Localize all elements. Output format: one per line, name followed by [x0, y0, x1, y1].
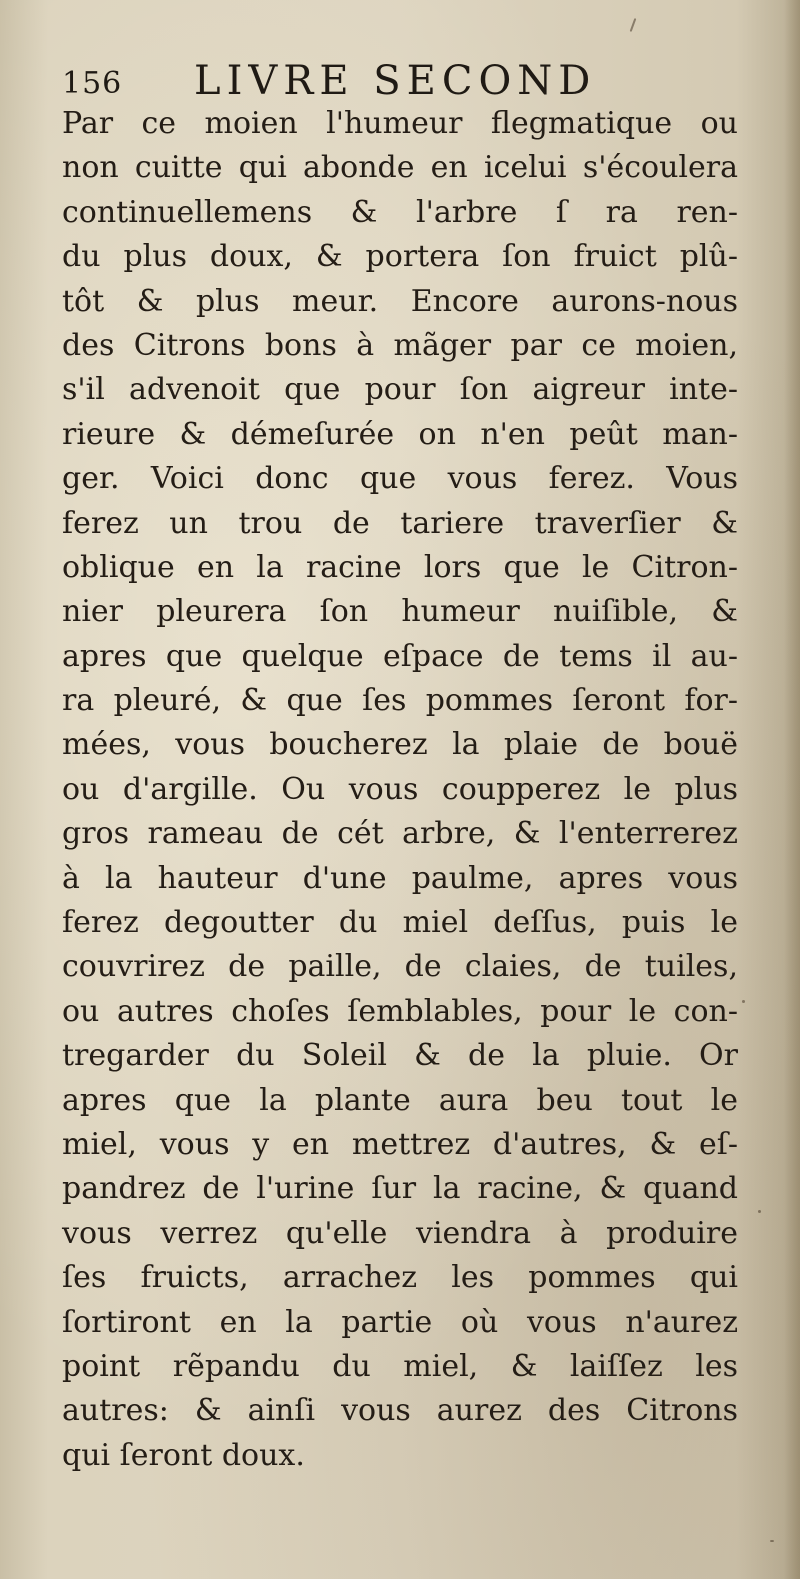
text-line: point rẽpandu du miel, & laiſſez les: [62, 1348, 738, 1384]
text-line: des Citrons bons à mãger par ce moien,: [62, 327, 738, 363]
body-text: [62, 102, 738, 1478]
text-line: mées, vous boucherez la plaie de bouë: [62, 727, 738, 763]
text-line: nier pleurera ſon humeur nuiſible, &: [62, 594, 738, 630]
page-header: [62, 58, 722, 108]
text-line: ſes fruicts, arrachez les pommes qui: [62, 1260, 738, 1296]
text-line: ra pleuré, & que ſes pommes ſeront for-: [62, 683, 738, 719]
text-line: ferez degoutter du miel deſſus, puis le: [62, 905, 738, 941]
paper-speck: [758, 1210, 761, 1213]
text-line: ſortiront en la partie où vous n'aurez: [62, 1304, 738, 1340]
text-line: ou d'argille. Ou vous coupperez le plus: [62, 771, 738, 807]
text-line: oblique en la racine lors que le Citron-: [62, 549, 738, 585]
paper-speck: [770, 1540, 774, 1542]
text-line: apres que la plante aura beu tout le: [62, 1082, 738, 1118]
text-line: à la hauteur d'une paulme, apres vous: [62, 860, 738, 896]
text-line: Par ce moien l'humeur flegmatique ou: [62, 106, 738, 141]
text-line: ou autres choſes ſemblables, pour le con-: [62, 993, 738, 1029]
text-line: ferez un trou de tariere traverſier &: [62, 505, 738, 541]
text-line: vous verrez qu'elle viendra à produire: [62, 1215, 738, 1251]
text-line: rieure & démeſurée on n'en peût man-: [62, 416, 738, 452]
page-edge-shadow: [784, 0, 800, 1579]
text-line: ger. Voici donc que vous ferez. Vous: [62, 461, 738, 497]
text-line: du plus doux, & portera ſon fruict plû-: [62, 239, 738, 275]
text-line: tregarder du Soleil & de la pluie. Or: [62, 1038, 738, 1074]
text-line: apres que quelque eſpace de tems il au-: [62, 638, 738, 674]
paper-speck: [742, 1000, 745, 1003]
text-line: continuellemens & l'arbre ſ ra ren-: [62, 194, 738, 230]
text-line: qui ſeront doux.: [62, 1437, 305, 1473]
text-line: tôt & plus meur. Encore aurons-nous: [62, 283, 738, 319]
running-head: LIVRE SECOND: [194, 58, 597, 104]
text-line: pandrez de l'urine ſur la racine, & quand: [62, 1171, 738, 1207]
text-line: non cuitte qui abonde en icelui s'écoulera: [62, 150, 738, 186]
paper-speck: [630, 18, 637, 32]
text-line: autres: & ainſi vous aurez des Citrons: [62, 1393, 738, 1429]
text-line: gros rameau de cét arbre, & l'enterrerez: [62, 816, 738, 852]
page-number: 156: [62, 66, 123, 101]
text-line: miel, vous y en mettrez d'autres, & eſ-: [62, 1126, 738, 1162]
text-line: couvrirez de paille, de claies, de tuiles,: [62, 949, 738, 985]
text-line: s'il advenoit que pour ſon aigreur inte-: [62, 372, 738, 408]
